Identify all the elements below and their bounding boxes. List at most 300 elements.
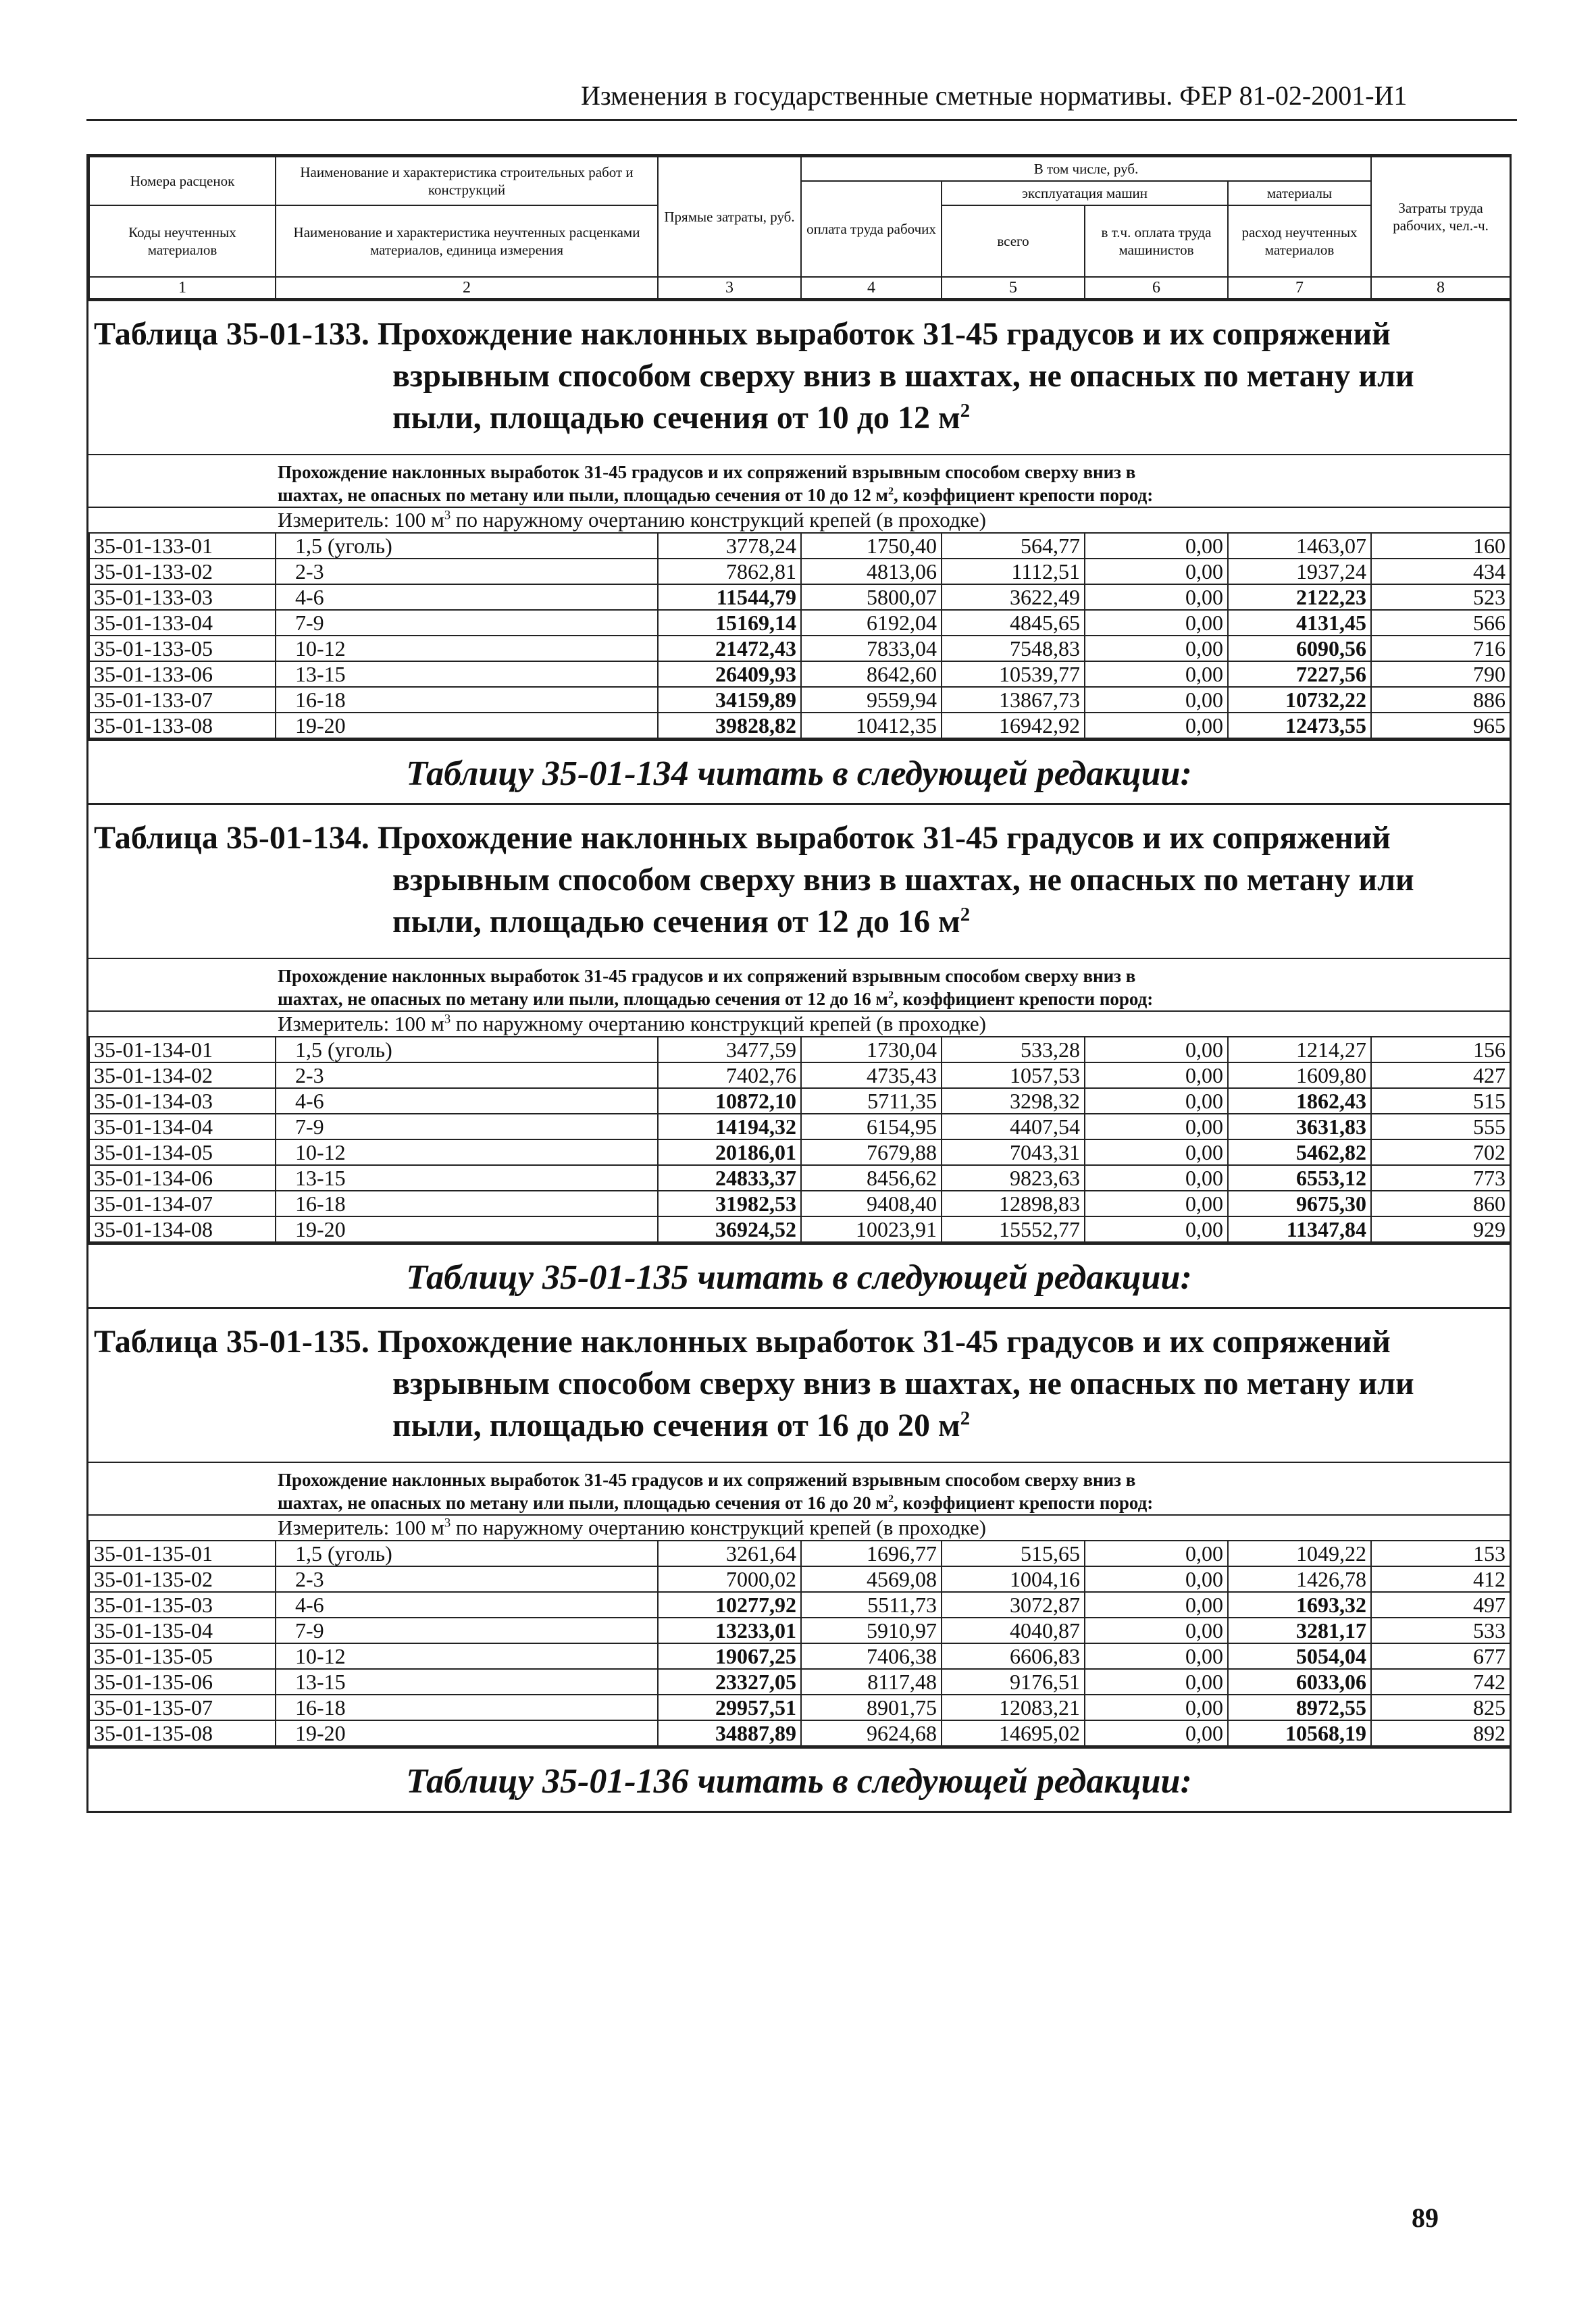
section-title: [88, 301, 1510, 444]
measure-text: по наружному очертанию конструкций крепей (в проходке): [451, 508, 986, 532]
table-row: [89, 713, 1510, 738]
direct-costs: 21472,43: [658, 636, 801, 661]
machines-wages: 0,00: [1085, 1114, 1228, 1139]
rate-code: 35-01-135-03: [89, 1592, 276, 1618]
direct-costs: 13233,01: [658, 1618, 801, 1643]
edition-note: Таблицу 35-01-135 читать в следующей редакции:: [88, 1243, 1510, 1307]
section-title-line: [94, 313, 1510, 355]
labor-costs: 702: [1371, 1139, 1510, 1165]
col-number: 2: [276, 277, 658, 299]
measure-text: Измеритель: 100 м: [278, 1516, 444, 1539]
rate-code: 35-01-133-06: [89, 661, 276, 687]
materials: 12473,55: [1228, 713, 1371, 738]
header-including: В том числе, руб.: [801, 157, 1371, 181]
machines-wages: 0,00: [1085, 610, 1228, 636]
direct-costs: 20186,01: [658, 1139, 801, 1165]
materials: 6553,12: [1228, 1165, 1371, 1191]
materials: 2122,23: [1228, 584, 1371, 610]
header-rule: [86, 119, 1517, 121]
wages: 4735,43: [801, 1062, 942, 1088]
superscript: 3: [444, 1516, 451, 1531]
materials: 1937,24: [1228, 559, 1371, 584]
measure-text: Измеритель: 100 м: [278, 1012, 444, 1035]
rate-name: 2-3: [276, 1566, 658, 1592]
rate-name: 13-15: [276, 1669, 658, 1695]
wages: 7679,88: [801, 1139, 942, 1165]
rate-code: 35-01-134-01: [89, 1037, 276, 1062]
section-subtitle: [88, 958, 1510, 1010]
superscript: 3: [444, 508, 451, 523]
machines-total: 7043,31: [942, 1139, 1085, 1165]
rates-table: [88, 1036, 1511, 1243]
direct-costs: 39828,82: [658, 713, 801, 738]
materials: 1463,07: [1228, 533, 1371, 559]
labor-costs: 515: [1371, 1088, 1510, 1114]
labor-costs: 825: [1371, 1695, 1510, 1720]
machines-total: 4845,65: [942, 610, 1085, 636]
machines-total: 15552,77: [942, 1216, 1085, 1242]
superscript: 2: [960, 904, 971, 925]
machines-wages: 0,00: [1085, 661, 1228, 687]
materials: 3631,83: [1228, 1114, 1371, 1139]
rate-code: 35-01-134-03: [89, 1088, 276, 1114]
table-row: [89, 559, 1510, 584]
wages: 1730,04: [801, 1037, 942, 1062]
header-machines-total: всего: [942, 205, 1085, 277]
machines-wages: 0,00: [1085, 584, 1228, 610]
machines-wages: 0,00: [1085, 1541, 1228, 1566]
table-row: [89, 1216, 1510, 1242]
column-numbers-row: [89, 277, 1510, 299]
rate-name: 7-9: [276, 1618, 658, 1643]
materials: 4131,45: [1228, 610, 1371, 636]
table-row: [89, 1592, 1510, 1618]
section-title-line: взрывным способом сверху вниз в шахтах, не опасных по метану или: [392, 862, 1414, 898]
rate-name: 1,5 (уголь): [276, 1541, 658, 1566]
materials: 1862,43: [1228, 1088, 1371, 1114]
table-row: [89, 1191, 1510, 1216]
machines-total: 13867,73: [942, 687, 1085, 713]
section-title-text: Прохождение наклонных выработок 31-45 градусов и их сопряжений: [377, 820, 1391, 856]
labor-costs: 790: [1371, 661, 1510, 687]
labor-costs: 860: [1371, 1191, 1510, 1216]
page-header: Изменения в государственные сметные нормативы. ФЕР 81-02-2001-И1: [581, 80, 1408, 111]
table-row: [89, 1566, 1510, 1592]
machines-total: 4040,87: [942, 1618, 1085, 1643]
wages: 8117,48: [801, 1669, 942, 1695]
wages: 5711,35: [801, 1088, 942, 1114]
subtitle-text: , коэффициент крепости пород:: [894, 989, 1154, 1009]
direct-costs: 7402,76: [658, 1062, 801, 1088]
subtitle-line: [278, 987, 1504, 1010]
wages: 4813,06: [801, 559, 942, 584]
rate-name: 4-6: [276, 584, 658, 610]
machines-wages: 0,00: [1085, 636, 1228, 661]
labor-costs: 965: [1371, 713, 1510, 738]
labor-costs: 160: [1371, 533, 1510, 559]
wages: 7406,38: [801, 1643, 942, 1669]
labor-costs: 892: [1371, 1720, 1510, 1746]
measure-unit: [88, 1514, 1510, 1540]
materials: 10568,19: [1228, 1720, 1371, 1746]
rate-code: 35-01-134-07: [89, 1191, 276, 1216]
labor-costs: 533: [1371, 1618, 1510, 1643]
machines-total: 14695,02: [942, 1720, 1085, 1746]
materials: 6090,56: [1228, 636, 1371, 661]
rate-name: 13-15: [276, 661, 658, 687]
header-col2-bottom: Наименование и характеристика неучтенных расценками материалов, единица измерения: [276, 205, 658, 277]
wages: 10023,91: [801, 1216, 942, 1242]
table-row: [89, 1720, 1510, 1746]
machines-total: 9176,51: [942, 1669, 1085, 1695]
machines-total: 7548,83: [942, 636, 1085, 661]
machines-total: 6606,83: [942, 1643, 1085, 1669]
page-number: 89: [1412, 2203, 1439, 2233]
machines-wages: 0,00: [1085, 1165, 1228, 1191]
labor-costs: 742: [1371, 1669, 1510, 1695]
section-title: [88, 805, 1510, 948]
materials: 5054,04: [1228, 1643, 1371, 1669]
measure-unit: [88, 1010, 1510, 1036]
superscript: 2: [960, 1408, 971, 1429]
table-section: [88, 299, 1510, 803]
wages: 8901,75: [801, 1695, 942, 1720]
machines-total: 12898,83: [942, 1191, 1085, 1216]
rate-code: 35-01-135-01: [89, 1541, 276, 1566]
materials: 3281,17: [1228, 1618, 1371, 1643]
machines-wages: 0,00: [1085, 1669, 1228, 1695]
section-title-line: [94, 397, 1510, 439]
labor-costs: 886: [1371, 687, 1510, 713]
wages: 1696,77: [801, 1541, 942, 1566]
section-title-line: [94, 817, 1510, 859]
table-row: [89, 1695, 1510, 1720]
materials: 7227,56: [1228, 661, 1371, 687]
rate-code: 35-01-133-03: [89, 584, 276, 610]
machines-wages: 0,00: [1085, 1592, 1228, 1618]
machines-wages: 0,00: [1085, 1037, 1228, 1062]
direct-costs: 3261,64: [658, 1541, 801, 1566]
wages: 8642,60: [801, 661, 942, 687]
rate-name: 16-18: [276, 687, 658, 713]
section-title-text: Прохождение наклонных выработок 31-45 градусов и их сопряжений: [377, 316, 1391, 352]
rate-code: 35-01-133-02: [89, 559, 276, 584]
direct-costs: 10277,92: [658, 1592, 801, 1618]
direct-costs: 3778,24: [658, 533, 801, 559]
section-title-text: пыли, площадью сечения от 10 до 12 м: [392, 400, 960, 436]
section-subtitle: [88, 1462, 1510, 1514]
header-materials-sub: расход неучтенных материалов: [1228, 205, 1371, 277]
labor-costs: 773: [1371, 1165, 1510, 1191]
labor-costs: 929: [1371, 1216, 1510, 1242]
header-direct-costs: Прямые затраты, руб.: [658, 157, 801, 277]
subtitle-text: шахтах, не опасных по метану или пыли, площадью сечения от 12 до 16 м: [278, 989, 888, 1009]
header-machines: эксплуатация машин: [942, 181, 1228, 205]
subtitle-text: шахтах, не опасных по метану или пыли, площадью сечения от 16 до 20 м: [278, 1493, 888, 1513]
wages: 9408,40: [801, 1191, 942, 1216]
rate-code: 35-01-134-04: [89, 1114, 276, 1139]
table-section: [88, 803, 1510, 1307]
wages: 9559,94: [801, 687, 942, 713]
labor-costs: 716: [1371, 636, 1510, 661]
col-number: 4: [801, 277, 942, 299]
table-row: [89, 584, 1510, 610]
col-number: 3: [658, 277, 801, 299]
machines-total: 515,65: [942, 1541, 1085, 1566]
table-row: [89, 610, 1510, 636]
labor-costs: 156: [1371, 1037, 1510, 1062]
rate-name: 10-12: [276, 636, 658, 661]
rate-name: 2-3: [276, 1062, 658, 1088]
wages: 9624,68: [801, 1720, 942, 1746]
machines-wages: 0,00: [1085, 1216, 1228, 1242]
superscript: 2: [960, 400, 971, 421]
labor-costs: 566: [1371, 610, 1510, 636]
subtitle-line: Прохождение наклонных выработок 31-45 градусов и их сопряжений взрывным способом сверху вниз в: [278, 966, 1136, 986]
rate-name: 16-18: [276, 1695, 658, 1720]
direct-costs: 11544,79: [658, 584, 801, 610]
direct-costs: 7000,02: [658, 1566, 801, 1592]
rate-name: 1,5 (уголь): [276, 533, 658, 559]
machines-wages: 0,00: [1085, 1062, 1228, 1088]
table-row: [89, 1062, 1510, 1088]
section-title-prefix: Таблица 35-01-134.: [94, 820, 369, 856]
rate-code: 35-01-135-06: [89, 1669, 276, 1695]
header-wages: оплата труда рабочих: [801, 181, 942, 277]
measure-text: по наружному очертанию конструкций крепей (в проходке): [451, 1516, 986, 1539]
wages: 5910,97: [801, 1618, 942, 1643]
machines-wages: 0,00: [1085, 559, 1228, 584]
labor-costs: 434: [1371, 559, 1510, 584]
direct-costs: 34887,89: [658, 1720, 801, 1746]
subtitle-line: [278, 484, 1504, 507]
rate-name: 10-12: [276, 1139, 658, 1165]
machines-total: 3298,32: [942, 1088, 1085, 1114]
labor-costs: 497: [1371, 1592, 1510, 1618]
rate-name: 4-6: [276, 1088, 658, 1114]
subtitle-text: шахтах, не опасных по метану или пыли, площадью сечения от 10 до 12 м: [278, 485, 888, 505]
rate-name: 13-15: [276, 1165, 658, 1191]
section-title-text: Прохождение наклонных выработок 31-45 градусов и их сопряжений: [377, 1324, 1391, 1360]
table-row: [89, 1541, 1510, 1566]
table-header: [88, 156, 1511, 299]
direct-costs: 34159,89: [658, 687, 801, 713]
table-row: [89, 1088, 1510, 1114]
table-row: [89, 1114, 1510, 1139]
direct-costs: 31982,53: [658, 1191, 801, 1216]
wages: 1750,40: [801, 533, 942, 559]
superscript: 3: [444, 1012, 451, 1027]
measure-text: Измеритель: 100 м: [278, 508, 444, 532]
col-number: 8: [1371, 277, 1510, 299]
machines-wages: 0,00: [1085, 1191, 1228, 1216]
labor-costs: 412: [1371, 1566, 1510, 1592]
materials: 1693,32: [1228, 1592, 1371, 1618]
estimate-table: [86, 154, 1512, 1813]
superscript: 2: [887, 485, 894, 497]
machines-total: 1112,51: [942, 559, 1085, 584]
machines-total: 12083,21: [942, 1695, 1085, 1720]
direct-costs: 14194,32: [658, 1114, 801, 1139]
rates-table: [88, 1540, 1511, 1747]
machines-total: 1004,16: [942, 1566, 1085, 1592]
direct-costs: 36924,52: [658, 1216, 801, 1242]
machines-total: 564,77: [942, 533, 1085, 559]
materials: 5462,82: [1228, 1139, 1371, 1165]
machines-total: 533,28: [942, 1037, 1085, 1062]
rate-name: 19-20: [276, 1720, 658, 1746]
machines-total: 4407,54: [942, 1114, 1085, 1139]
table-row: [89, 687, 1510, 713]
header-col1-top: Номера расценок: [89, 157, 276, 205]
machines-total: 16942,92: [942, 713, 1085, 738]
col-number: 1: [89, 277, 276, 299]
section-subtitle: [88, 454, 1510, 507]
subtitle-text: , коэффициент крепости пород:: [894, 1493, 1154, 1513]
section-title-line: [94, 1321, 1510, 1363]
direct-costs: 24833,37: [658, 1165, 801, 1191]
section-title-line: [94, 901, 1510, 943]
subtitle-text: , коэффициент крепости пород:: [894, 485, 1154, 505]
edition-note: Таблицу 35-01-136 читать в следующей редакции:: [88, 1747, 1510, 1811]
table-row: [89, 661, 1510, 687]
direct-costs: 29957,51: [658, 1695, 801, 1720]
section-title-prefix: Таблица 35-01-135.: [94, 1324, 369, 1360]
rate-code: 35-01-134-08: [89, 1216, 276, 1242]
section-title-line: взрывным способом сверху вниз в шахтах, не опасных по метану или: [392, 358, 1414, 394]
header-labor: Затраты труда рабочих, чел.-ч.: [1371, 157, 1510, 277]
machines-total: 3622,49: [942, 584, 1085, 610]
wages: 5511,73: [801, 1592, 942, 1618]
wages: 4569,08: [801, 1566, 942, 1592]
section-title-line: [94, 1405, 1510, 1447]
rate-code: 35-01-133-04: [89, 610, 276, 636]
rate-code: 35-01-135-02: [89, 1566, 276, 1592]
labor-costs: 427: [1371, 1062, 1510, 1088]
machines-total: 1057,53: [942, 1062, 1085, 1088]
section-title-prefix: Таблица 35-01-133.: [94, 316, 369, 352]
rate-name: 10-12: [276, 1643, 658, 1669]
rate-name: 16-18: [276, 1191, 658, 1216]
header-col2-top: Наименование и характеристика строительных работ и конструкций: [276, 157, 658, 205]
col-number: 5: [942, 277, 1085, 299]
table-row: [89, 636, 1510, 661]
rate-code: 35-01-135-05: [89, 1643, 276, 1669]
header-col1-bottom: Коды неучтенных материалов: [89, 205, 276, 277]
materials: 1049,22: [1228, 1541, 1371, 1566]
rate-code: 35-01-133-05: [89, 636, 276, 661]
direct-costs: 15169,14: [658, 610, 801, 636]
table-row: [89, 1037, 1510, 1062]
rate-name: 19-20: [276, 713, 658, 738]
measure-unit: [88, 507, 1510, 532]
subtitle-line: Прохождение наклонных выработок 31-45 градусов и их сопряжений взрывным способом сверху вниз в: [278, 462, 1136, 482]
materials: 1426,78: [1228, 1566, 1371, 1592]
subtitle-line: [278, 1491, 1504, 1514]
rate-code: 35-01-134-06: [89, 1165, 276, 1191]
labor-costs: 677: [1371, 1643, 1510, 1669]
wages: 8456,62: [801, 1165, 942, 1191]
wages: 6192,04: [801, 610, 942, 636]
materials: 11347,84: [1228, 1216, 1371, 1242]
section-title-line: взрывным способом сверху вниз в шахтах, не опасных по метану или: [392, 1366, 1414, 1402]
rate-name: 7-9: [276, 1114, 658, 1139]
col-number: 7: [1228, 277, 1371, 299]
labor-costs: 555: [1371, 1114, 1510, 1139]
wages: 10412,35: [801, 713, 942, 738]
rate-name: 7-9: [276, 610, 658, 636]
superscript: 2: [887, 1493, 894, 1505]
machines-wages: 0,00: [1085, 1139, 1228, 1165]
rate-code: 35-01-134-02: [89, 1062, 276, 1088]
direct-costs: 3477,59: [658, 1037, 801, 1062]
rate-code: 35-01-135-08: [89, 1720, 276, 1746]
table-row: [89, 1643, 1510, 1669]
measure-text: по наружному очертанию конструкций крепей (в проходке): [451, 1012, 986, 1035]
materials: 1609,80: [1228, 1062, 1371, 1088]
machines-wages: 0,00: [1085, 1566, 1228, 1592]
machines-total: 3072,87: [942, 1592, 1085, 1618]
machines-wages: 0,00: [1085, 687, 1228, 713]
rate-name: 19-20: [276, 1216, 658, 1242]
materials: 1214,27: [1228, 1037, 1371, 1062]
section-title-text: пыли, площадью сечения от 12 до 16 м: [392, 904, 960, 940]
machines-wages: 0,00: [1085, 1618, 1228, 1643]
materials: 6033,06: [1228, 1669, 1371, 1695]
machines-total: 10539,77: [942, 661, 1085, 687]
machines-wages: 0,00: [1085, 1643, 1228, 1669]
header-machines-wages: в т.ч. оплата труда машинистов: [1085, 205, 1228, 277]
rate-code: 35-01-133-01: [89, 533, 276, 559]
direct-costs: 7862,81: [658, 559, 801, 584]
machines-wages: 0,00: [1085, 1720, 1228, 1746]
header-materials: материалы: [1228, 181, 1371, 205]
labor-costs: 153: [1371, 1541, 1510, 1566]
edition-note: Таблицу 35-01-134 читать в следующей редакции:: [88, 739, 1510, 803]
machines-wages: 0,00: [1085, 533, 1228, 559]
materials: 10732,22: [1228, 687, 1371, 713]
machines-total: 9823,63: [942, 1165, 1085, 1191]
machines-wages: 0,00: [1085, 1695, 1228, 1720]
rate-code: 35-01-134-05: [89, 1139, 276, 1165]
rate-code: 35-01-135-04: [89, 1618, 276, 1643]
rate-code: 35-01-135-07: [89, 1695, 276, 1720]
table-row: [89, 1165, 1510, 1191]
direct-costs: 10872,10: [658, 1088, 801, 1114]
machines-wages: 0,00: [1085, 1088, 1228, 1114]
col-number: 6: [1085, 277, 1228, 299]
table-row: [89, 1669, 1510, 1695]
superscript: 2: [887, 989, 894, 1001]
labor-costs: 523: [1371, 584, 1510, 610]
rate-name: 2-3: [276, 559, 658, 584]
rates-table: [88, 532, 1511, 739]
machines-wages: 0,00: [1085, 713, 1228, 738]
wages: 7833,04: [801, 636, 942, 661]
wages: 5800,07: [801, 584, 942, 610]
table-row: [89, 533, 1510, 559]
section-title-text: пыли, площадью сечения от 16 до 20 м: [392, 1408, 960, 1443]
rate-name: 4-6: [276, 1592, 658, 1618]
direct-costs: 26409,93: [658, 661, 801, 687]
rate-code: 35-01-133-08: [89, 713, 276, 738]
table-section: [88, 1307, 1510, 1811]
materials: 9675,30: [1228, 1191, 1371, 1216]
rate-code: 35-01-133-07: [89, 687, 276, 713]
materials: 8972,55: [1228, 1695, 1371, 1720]
section-title: [88, 1309, 1510, 1452]
table-row: [89, 1139, 1510, 1165]
